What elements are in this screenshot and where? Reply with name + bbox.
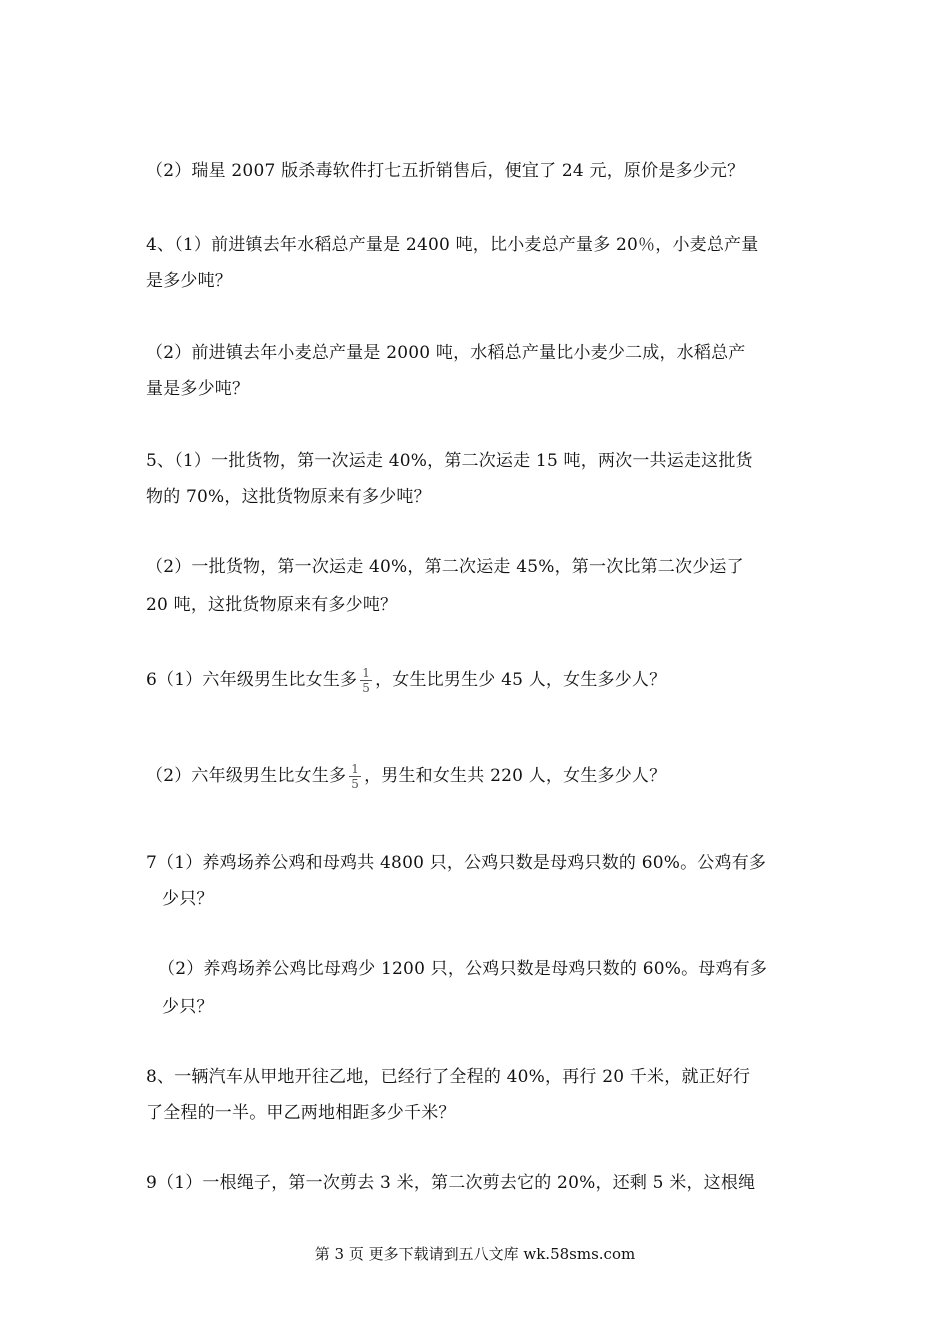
question-5-1-line-2: 物的 70%，这批货物原来有多少吨？ [146, 487, 431, 507]
fraction-one-fifth [360, 666, 372, 695]
fraction-numerator: 1 [351, 762, 360, 776]
question-4-2-line-2: 量是多少吨？ [146, 379, 250, 399]
question-5-2-line-1: （2）一批货物，第一次运走 40%，第二次运走 45%，第一次比第二次少运了 [146, 557, 744, 577]
question-6-1 [146, 666, 666, 695]
page-footer: 第 3 页 更多下载请到五八文库 wk.58sms.com [314, 1245, 636, 1263]
question-6-2 [146, 762, 666, 791]
question-6-2-text-before: （2）六年级男生比女生多 [146, 766, 347, 786]
fraction-one-fifth [349, 762, 361, 791]
question-5-1-line-1: 5、（1）一批货物，第一次运走 40%，第二次运走 15 吨，两次一共运走这批货 [146, 451, 753, 471]
question-5-2-line-2: 20 吨，这批货物原来有多少吨？ [146, 595, 398, 615]
question-6-1-text-before: 6（1）六年级男生比女生多 [146, 670, 358, 690]
question-6-2-text-after: ，男生和女生共 220 人，女生多少人？ [364, 766, 667, 786]
question-8-line-2: 了全程的一半。甲乙两地相距多少千米？ [146, 1103, 456, 1123]
fraction-numerator: 1 [362, 666, 371, 680]
fraction-denominator: 5 [362, 681, 371, 695]
question-7-2-line-2: 少只？ [162, 997, 214, 1017]
question-7-1-line-1: 7（1）养鸡场养公鸡和母鸡共 4800 只，公鸡只数是母鸡只数的 60%。公鸡有多 [146, 853, 767, 873]
fraction-denominator: 5 [351, 777, 360, 791]
question-7-1-line-2: 少只？ [162, 889, 214, 909]
question-7-2-line-1: （2）养鸡场养公鸡比母鸡少 1200 只，公鸡只数是母鸡只数的 60%。母鸡有多 [158, 959, 768, 979]
question-4-1-line-2: 是多少吨？ [146, 271, 232, 291]
question-4-1-line-1: 4、（1）前进镇去年水稻总产量是 2400 吨，比小麦总产量多 20％，小麦总产量 [146, 235, 759, 255]
question-6-1-text-after: ，女生比男生少 45 人，女生多少人？ [375, 670, 667, 690]
question-3-2: （2）瑞星 2007 版杀毒软件打七五折销售后，便宜了 24 元，原价是多少元？ [146, 161, 745, 181]
question-9-1-line-1: 9（1）一根绳子，第一次剪去 3 米，第二次剪去它的 20%，还剩 5 米，这根绳 [146, 1173, 756, 1193]
question-4-2-line-1: （2）前进镇去年小麦总产量是 2000 吨，水稻总产量比小麦少二成，水稻总产 [146, 343, 746, 363]
question-8-line-1: 8、一辆汽车从甲地开往乙地，已经行了全程的 40%，再行 20 千米，就正好行 [146, 1067, 751, 1087]
